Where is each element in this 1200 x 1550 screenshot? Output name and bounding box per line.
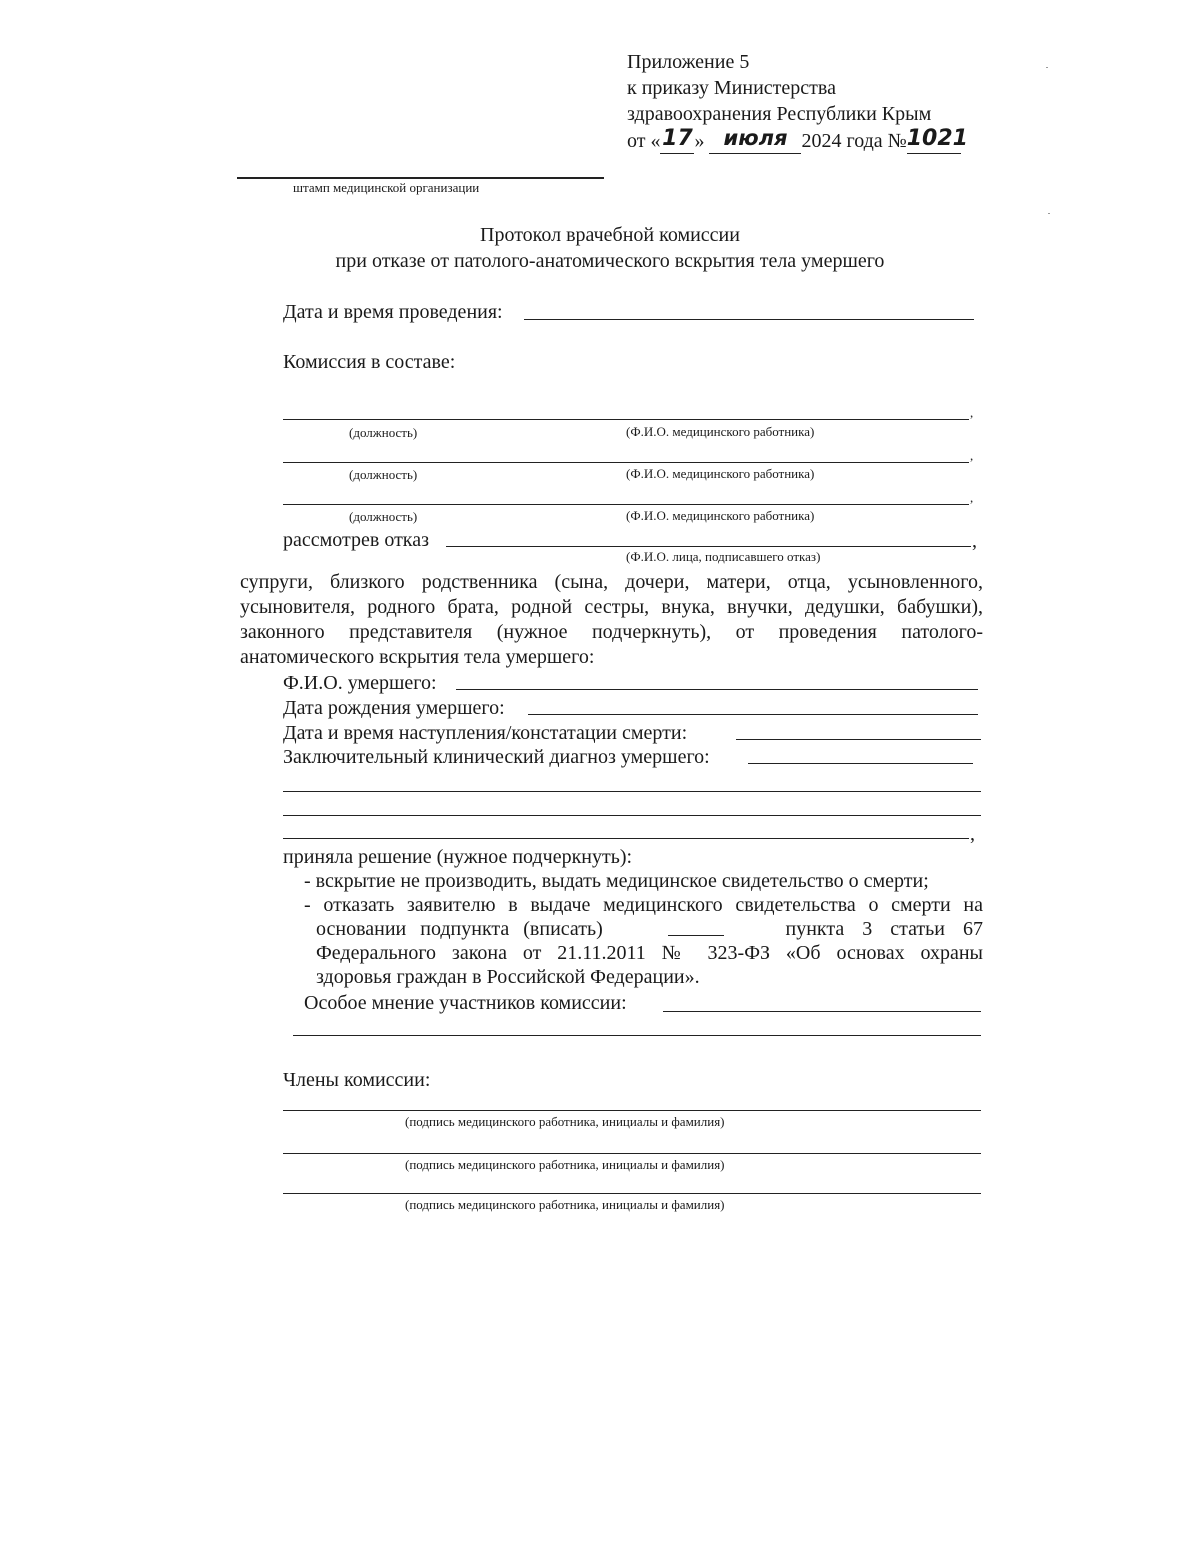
signature-3-caption: (подпись медицинского работника, инициалы и фамилия) bbox=[405, 1197, 725, 1212]
member-2-position-caption: (должность) bbox=[349, 467, 418, 482]
order-number-field bbox=[906, 126, 968, 154]
diagnosis-line-3[interactable] bbox=[283, 838, 969, 839]
deceased-diagnosis-label: Заключительный клинический диагноз умершего: bbox=[283, 746, 710, 768]
signature-1-caption: (подпись медицинского работника, инициалы и фамилия) bbox=[405, 1114, 725, 1129]
special-opinion-label: Особое мнение участников комиссии: bbox=[304, 992, 627, 1014]
datetime-label: Дата и время проведения: bbox=[283, 301, 503, 323]
datetime-field[interactable] bbox=[524, 319, 974, 320]
refuser-comma: , bbox=[972, 530, 977, 552]
subitem-point-article: пункта 3 статьи 67 bbox=[785, 918, 983, 940]
deceased-fio-label: Ф.И.О. умершего: bbox=[283, 672, 437, 694]
decision-option-1: - вскрытие не производить, выдать медицинское свидетельство о смерти; bbox=[304, 870, 929, 892]
signature-2-field[interactable] bbox=[283, 1153, 981, 1154]
order-date-line bbox=[627, 126, 968, 154]
diagnosis-comma: , bbox=[970, 823, 975, 845]
order-year-text: 2024 года № bbox=[801, 130, 907, 152]
deceased-birth-label: Дата рождения умершего: bbox=[283, 697, 505, 719]
member-3-field[interactable] bbox=[283, 504, 969, 505]
appendix-line-2: к приказу Министерства bbox=[627, 77, 836, 99]
subitem-field[interactable] bbox=[668, 935, 724, 936]
deceased-death-label: Дата и время наступления/констатации смерти: bbox=[283, 722, 688, 744]
relatives-line-4: анатомического вскрытия тела умершего: bbox=[240, 646, 595, 668]
signature-1-field[interactable] bbox=[283, 1110, 981, 1111]
scan-speck bbox=[1048, 213, 1050, 214]
refuser-field[interactable] bbox=[446, 546, 971, 547]
member-1-field[interactable] bbox=[283, 419, 969, 420]
relatives-line-3: законного представителя (нужное подчеркнуть), от проведения патолого- bbox=[240, 621, 983, 643]
signature-3-field[interactable] bbox=[283, 1193, 981, 1194]
member-2-field[interactable] bbox=[283, 462, 969, 463]
decision-label: приняла решение (нужное подчеркнуть): bbox=[283, 846, 633, 868]
member-1-comma: , bbox=[970, 405, 974, 420]
order-day-field bbox=[660, 126, 694, 154]
stamp-line bbox=[237, 177, 604, 179]
diagnosis-line-2[interactable] bbox=[283, 815, 981, 816]
decision-option-2-line-3: Федерального закона от 21.11.2011 № 323-ФЗ «Об основах охраны bbox=[316, 942, 983, 964]
considering-label: рассмотрев отказ bbox=[283, 529, 429, 551]
decision-option-2-line-4: здоровья граждан в Российской Федерации». bbox=[316, 966, 700, 988]
deceased-fio-field[interactable] bbox=[456, 689, 978, 690]
relatives-line-2: усыновителя, родного брата, родной сестры, внука, внучки, дедушки, бабушки), bbox=[240, 596, 983, 618]
decision-option-2-line-1: - отказать заявителю в выдаче медицинского свидетельства о смерти на bbox=[304, 894, 983, 916]
commission-label: Комиссия в составе: bbox=[283, 351, 456, 373]
deceased-diagnosis-field[interactable] bbox=[748, 763, 973, 764]
document-subtitle: при отказе от патолого-анатомического вскрытия тела умершего bbox=[335, 250, 885, 272]
member-3-position-caption: (должность) bbox=[349, 509, 418, 524]
scan-speck bbox=[1046, 67, 1048, 68]
decision-option-2-line-2 bbox=[316, 917, 983, 941]
subitem-label: основании подпункта (вписать) bbox=[316, 918, 603, 940]
stamp-caption: штамп медицинской организации bbox=[293, 180, 480, 195]
special-opinion-field[interactable] bbox=[663, 1011, 981, 1012]
document-title: Протокол врачебной комиссии bbox=[480, 224, 740, 246]
refuser-caption: (Ф.И.О. лица, подписавшего отказ) bbox=[626, 549, 821, 564]
relatives-line-1: супруги, близкого родственника (сына, дочери, матери, отца, усыновленного, bbox=[240, 571, 983, 593]
member-3-fio-caption: (Ф.И.О. медицинского работника) bbox=[626, 508, 815, 523]
member-3-comma: , bbox=[970, 490, 974, 505]
member-2-fio-caption: (Ф.И.О. медицинского работника) bbox=[626, 466, 815, 481]
diagnosis-line-1[interactable] bbox=[283, 791, 981, 792]
member-1-fio-caption: (Ф.И.О. медицинского работника) bbox=[626, 424, 815, 439]
order-day: 17 bbox=[662, 126, 693, 151]
appendix-line-1: Приложение 5 bbox=[627, 51, 750, 73]
order-month-field bbox=[709, 128, 801, 154]
order-date-prefix: от « bbox=[627, 130, 661, 152]
appendix-line-3: здравоохранения Республики Крым bbox=[627, 103, 932, 125]
members-label: Члены комиссии: bbox=[283, 1069, 431, 1091]
special-opinion-line-2[interactable] bbox=[293, 1035, 981, 1036]
order-day-close: » bbox=[694, 130, 705, 152]
signature-2-caption: (подпись медицинского работника, инициалы и фамилия) bbox=[405, 1157, 725, 1172]
member-1-position-caption: (должность) bbox=[349, 425, 418, 440]
member-2-comma: , bbox=[970, 448, 974, 463]
deceased-death-field[interactable] bbox=[736, 739, 981, 740]
deceased-birth-field[interactable] bbox=[528, 714, 978, 715]
order-number: 1021 bbox=[906, 126, 968, 151]
order-month: июля bbox=[723, 126, 788, 150]
